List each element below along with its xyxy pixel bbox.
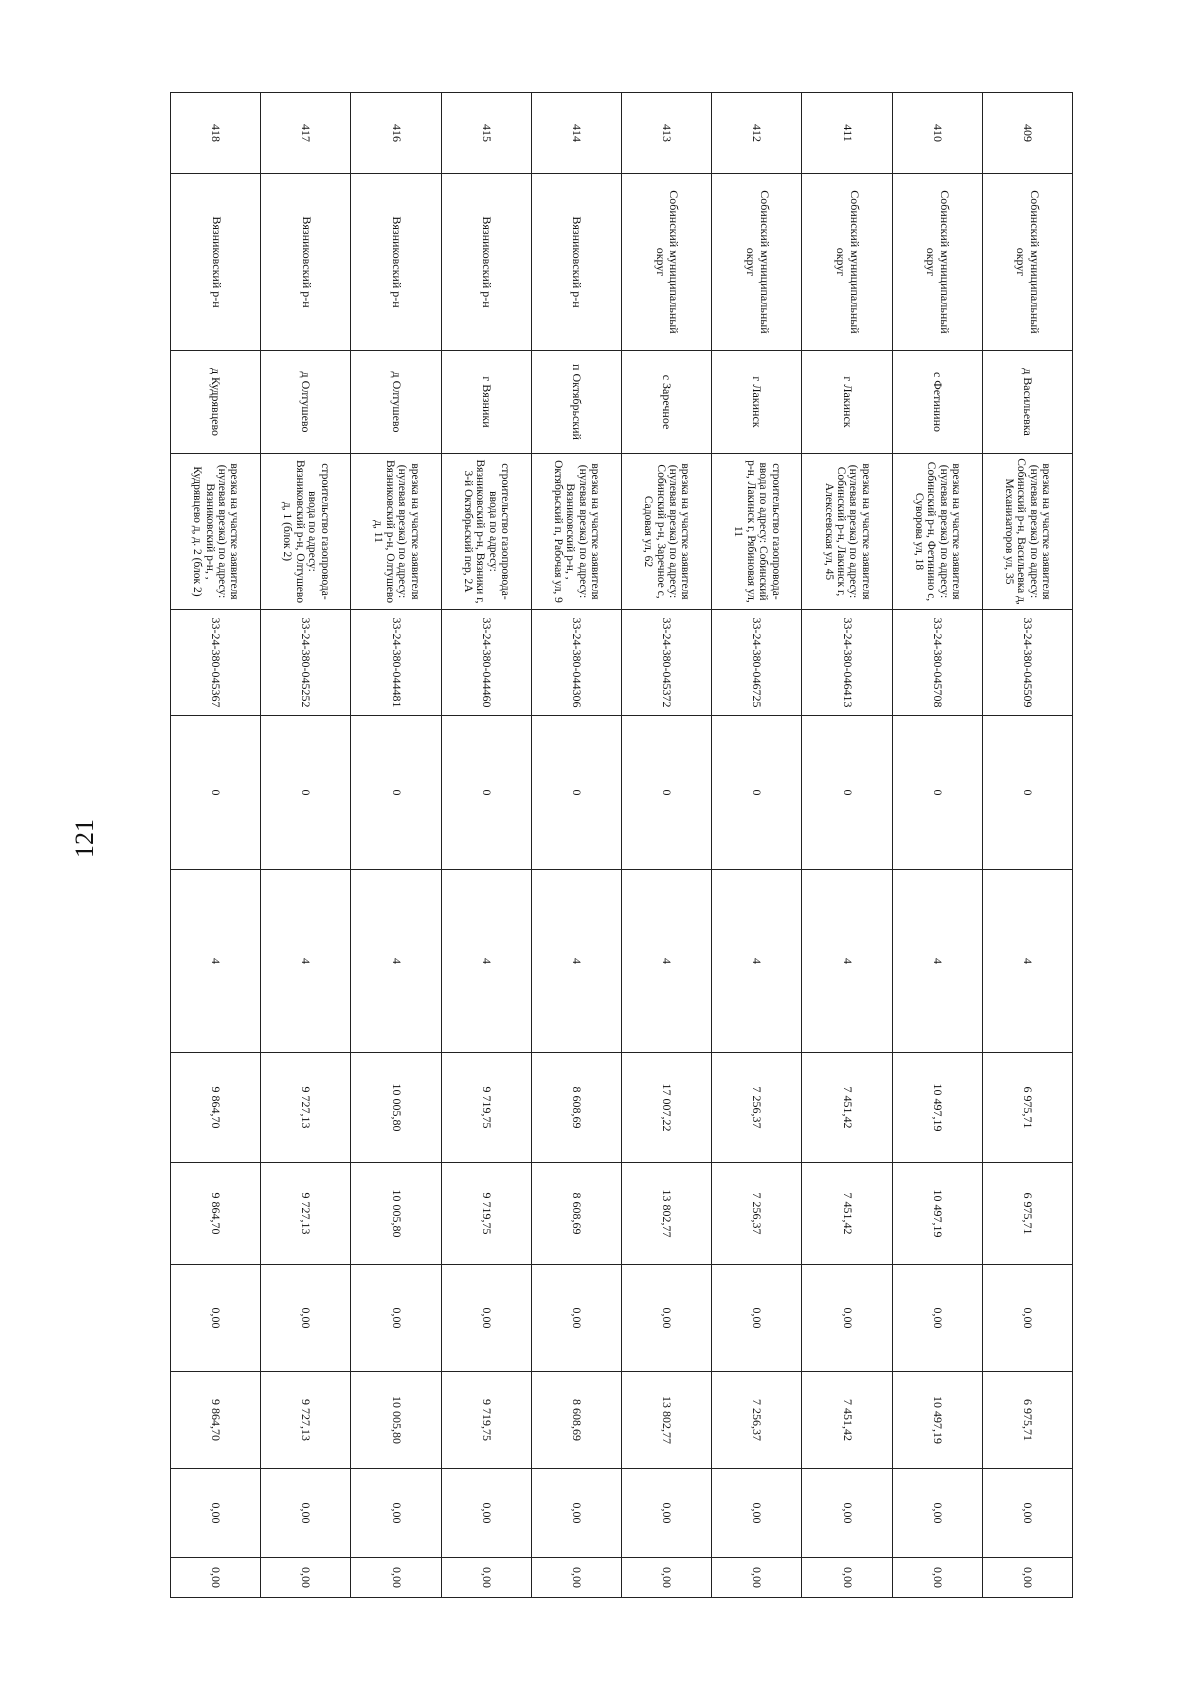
locality-cell: д Олтушево bbox=[261, 351, 351, 454]
value-2-cell: 13 802,77 bbox=[622, 1163, 712, 1265]
value-2-cell: 6 975,71 bbox=[982, 1163, 1072, 1265]
count-cell: 4 bbox=[802, 870, 892, 1053]
count-zero-cell: 0 bbox=[531, 716, 621, 870]
value-6-cell: 0,00 bbox=[531, 1558, 621, 1598]
description-cell: строительство газопровода-ввода по адресу: Вязниковский р-н, Вязники г, 3-й Октябрьский пер, 2А bbox=[441, 454, 531, 610]
value-4-cell: 13 802,77 bbox=[622, 1372, 712, 1469]
value-3-cell: 0,00 bbox=[441, 1265, 531, 1372]
value-1-cell: 9 719,75 bbox=[441, 1053, 531, 1163]
row-number-cell: 413 bbox=[622, 93, 712, 174]
code-cell: 33-24-380-045252 bbox=[261, 610, 351, 716]
count-cell: 4 bbox=[892, 870, 982, 1053]
code-cell: 33-24-380-045372 bbox=[622, 610, 712, 716]
value-2-cell: 9 727,13 bbox=[261, 1163, 351, 1265]
code-cell: 33-24-380-045367 bbox=[171, 610, 261, 716]
value-1-cell: 9 727,13 bbox=[261, 1053, 351, 1163]
count-cell: 4 bbox=[712, 870, 802, 1053]
count-cell: 4 bbox=[261, 870, 351, 1053]
description-cell: врезка на участке заявителя (нулевая врезка) по адресу: Вязниковский р-н, Олтушево д, 11 bbox=[351, 454, 441, 610]
row-number-cell: 417 bbox=[261, 93, 351, 174]
region-cell: Вязниковский р-н bbox=[351, 174, 441, 351]
locality-cell: г Лакинск bbox=[802, 351, 892, 454]
table-row bbox=[171, 93, 261, 1598]
table-row bbox=[531, 93, 621, 1598]
value-3-cell: 0,00 bbox=[531, 1265, 621, 1372]
description-cell: строительство газопровода-ввода по адресу: Собинский р-н, Лакинск г, Рябиновая ул, 11 bbox=[712, 454, 802, 610]
value-3-cell: 0,00 bbox=[261, 1265, 351, 1372]
value-4-cell: 9 727,13 bbox=[261, 1372, 351, 1469]
value-1-cell: 7 451,42 bbox=[802, 1053, 892, 1163]
value-2-cell: 7 256,37 bbox=[712, 1163, 802, 1265]
row-number-cell: 410 bbox=[892, 93, 982, 174]
region-cell: Собинский муниципальный округ bbox=[622, 174, 712, 351]
region-cell: Собинский муниципальный округ bbox=[802, 174, 892, 351]
code-cell: 33-24-380-045708 bbox=[892, 610, 982, 716]
row-number-cell: 418 bbox=[171, 93, 261, 174]
value-5-cell: 0,00 bbox=[982, 1469, 1072, 1558]
row-number-cell: 411 bbox=[802, 93, 892, 174]
locality-cell: п Октябрьский bbox=[531, 351, 621, 454]
region-cell: Собинский муниципальный округ bbox=[712, 174, 802, 351]
count-cell: 4 bbox=[441, 870, 531, 1053]
description-cell: врезка на участке заявителя (нулевая врезка) по адресу: Собинский р-н, Фетинино с, Суворова ул, 18 bbox=[892, 454, 982, 610]
value-2-cell: 10 005,80 bbox=[351, 1163, 441, 1265]
count-zero-cell: 0 bbox=[712, 716, 802, 870]
value-4-cell: 9 719,75 bbox=[441, 1372, 531, 1469]
description-cell: врезка на участке заявителя (нулевая врезка) по адресу: Вязниковский р-н, , Октябрьский п, Рабочая ул, 9 bbox=[531, 454, 621, 610]
code-cell: 33-24-380-046725 bbox=[712, 610, 802, 716]
value-4-cell: 9 864,70 bbox=[171, 1372, 261, 1469]
value-3-cell: 0,00 bbox=[802, 1265, 892, 1372]
code-cell: 33-24-380-044460 bbox=[441, 610, 531, 716]
value-6-cell: 0,00 bbox=[261, 1558, 351, 1598]
value-5-cell: 0,00 bbox=[171, 1469, 261, 1558]
page-number: 121 bbox=[70, 819, 99, 858]
value-1-cell: 6 975,71 bbox=[982, 1053, 1072, 1163]
value-4-cell: 7 256,37 bbox=[712, 1372, 802, 1469]
value-5-cell: 0,00 bbox=[802, 1469, 892, 1558]
data-table bbox=[170, 92, 1073, 1598]
count-cell: 4 bbox=[622, 870, 712, 1053]
value-6-cell: 0,00 bbox=[622, 1558, 712, 1598]
value-6-cell: 0,00 bbox=[441, 1558, 531, 1598]
count-zero-cell: 0 bbox=[622, 716, 712, 870]
value-4-cell: 10 497,19 bbox=[892, 1372, 982, 1469]
value-6-cell: 0,00 bbox=[982, 1558, 1072, 1598]
value-2-cell: 9 719,75 bbox=[441, 1163, 531, 1265]
value-3-cell: 0,00 bbox=[982, 1265, 1072, 1372]
row-number-cell: 415 bbox=[441, 93, 531, 174]
table-container bbox=[170, 92, 1073, 1597]
region-cell: Вязниковский р-н bbox=[531, 174, 621, 351]
value-5-cell: 0,00 bbox=[441, 1469, 531, 1558]
table-row bbox=[712, 93, 802, 1598]
count-zero-cell: 0 bbox=[802, 716, 892, 870]
description-cell: строительство газопровода-ввода по адресу: Вязниковский р-н, Олтушево д, 1 (блок 2) bbox=[261, 454, 351, 610]
value-1-cell: 17 007,22 bbox=[622, 1053, 712, 1163]
value-3-cell: 0,00 bbox=[171, 1265, 261, 1372]
value-5-cell: 0,00 bbox=[892, 1469, 982, 1558]
table-row bbox=[622, 93, 712, 1598]
value-2-cell: 10 497,19 bbox=[892, 1163, 982, 1265]
value-2-cell: 9 864,70 bbox=[171, 1163, 261, 1265]
locality-cell: г Лакинск bbox=[712, 351, 802, 454]
description-cell: врезка на участке заявителя (нулевая врезка) по адресу: Вязниковский р-н, , Кудрявцево д, д. 2 (блок 2) bbox=[171, 454, 261, 610]
value-3-cell: 0,00 bbox=[712, 1265, 802, 1372]
value-6-cell: 0,00 bbox=[171, 1558, 261, 1598]
code-cell: 33-24-380-044306 bbox=[531, 610, 621, 716]
count-zero-cell: 0 bbox=[351, 716, 441, 870]
code-cell: 33-24-380-046413 bbox=[802, 610, 892, 716]
value-1-cell: 8 608,69 bbox=[531, 1053, 621, 1163]
region-cell: Вязниковский р-н bbox=[261, 174, 351, 351]
count-zero-cell: 0 bbox=[441, 716, 531, 870]
value-6-cell: 0,00 bbox=[892, 1558, 982, 1598]
count-cell: 4 bbox=[351, 870, 441, 1053]
value-5-cell: 0,00 bbox=[712, 1469, 802, 1558]
table-row bbox=[892, 93, 982, 1598]
table-row bbox=[351, 93, 441, 1598]
value-2-cell: 8 608,69 bbox=[531, 1163, 621, 1265]
value-6-cell: 0,00 bbox=[802, 1558, 892, 1598]
value-3-cell: 0,00 bbox=[892, 1265, 982, 1372]
table-body bbox=[171, 93, 1073, 1598]
row-number-cell: 412 bbox=[712, 93, 802, 174]
code-cell: 33-24-380-045509 bbox=[982, 610, 1072, 716]
region-cell: Вязниковский р-н bbox=[171, 174, 261, 351]
value-3-cell: 0,00 bbox=[622, 1265, 712, 1372]
value-5-cell: 0,00 bbox=[261, 1469, 351, 1558]
value-1-cell: 7 256,37 bbox=[712, 1053, 802, 1163]
locality-cell: с Заречное bbox=[622, 351, 712, 454]
count-zero-cell: 0 bbox=[982, 716, 1072, 870]
locality-cell: г Вязники bbox=[441, 351, 531, 454]
code-cell: 33-24-380-044481 bbox=[351, 610, 441, 716]
description-cell: врезка на участке заявителя (нулевая врезка) по адресу: Собинский р-н, Васильевка д, Механизаторов ул, 35 bbox=[982, 454, 1072, 610]
description-cell: врезка на участке заявителя (нулевая врезка) по адресу: Собинский р-н, Заречное с, Садовая ул, 62 bbox=[622, 454, 712, 610]
region-cell: Вязниковский р-н bbox=[441, 174, 531, 351]
value-6-cell: 0,00 bbox=[351, 1558, 441, 1598]
table-row bbox=[802, 93, 892, 1598]
table-row bbox=[982, 93, 1072, 1598]
row-number-cell: 416 bbox=[351, 93, 441, 174]
value-4-cell: 6 975,71 bbox=[982, 1372, 1072, 1469]
locality-cell: с Фетинино bbox=[892, 351, 982, 454]
description-cell: врезка на участке заявителя (нулевая врезка) по адресу: Собинский р-н, Лакинск г, Алексеевская ул, 45 bbox=[802, 454, 892, 610]
locality-cell: д Олтушево bbox=[351, 351, 441, 454]
value-4-cell: 10 005,80 bbox=[351, 1372, 441, 1469]
count-zero-cell: 0 bbox=[261, 716, 351, 870]
value-1-cell: 9 864,70 bbox=[171, 1053, 261, 1163]
row-number-cell: 409 bbox=[982, 93, 1072, 174]
region-cell: Собинский муниципальный округ bbox=[982, 174, 1072, 351]
value-4-cell: 8 608,69 bbox=[531, 1372, 621, 1469]
value-1-cell: 10 005,80 bbox=[351, 1053, 441, 1163]
value-5-cell: 0,00 bbox=[622, 1469, 712, 1558]
locality-cell: д Васильевка bbox=[982, 351, 1072, 454]
value-5-cell: 0,00 bbox=[531, 1469, 621, 1558]
count-cell: 4 bbox=[171, 870, 261, 1053]
value-2-cell: 7 451,42 bbox=[802, 1163, 892, 1265]
table-row bbox=[441, 93, 531, 1598]
table-row bbox=[261, 93, 351, 1598]
row-number-cell: 414 bbox=[531, 93, 621, 174]
count-cell: 4 bbox=[531, 870, 621, 1053]
value-1-cell: 10 497,19 bbox=[892, 1053, 982, 1163]
value-4-cell: 7 451,42 bbox=[802, 1372, 892, 1469]
count-zero-cell: 0 bbox=[892, 716, 982, 870]
value-5-cell: 0,00 bbox=[351, 1469, 441, 1558]
region-cell: Собинский муниципальный округ bbox=[892, 174, 982, 351]
count-cell: 4 bbox=[982, 870, 1072, 1053]
count-zero-cell: 0 bbox=[171, 716, 261, 870]
value-3-cell: 0,00 bbox=[351, 1265, 441, 1372]
value-6-cell: 0,00 bbox=[712, 1558, 802, 1598]
locality-cell: д Кудрявцево bbox=[171, 351, 261, 454]
